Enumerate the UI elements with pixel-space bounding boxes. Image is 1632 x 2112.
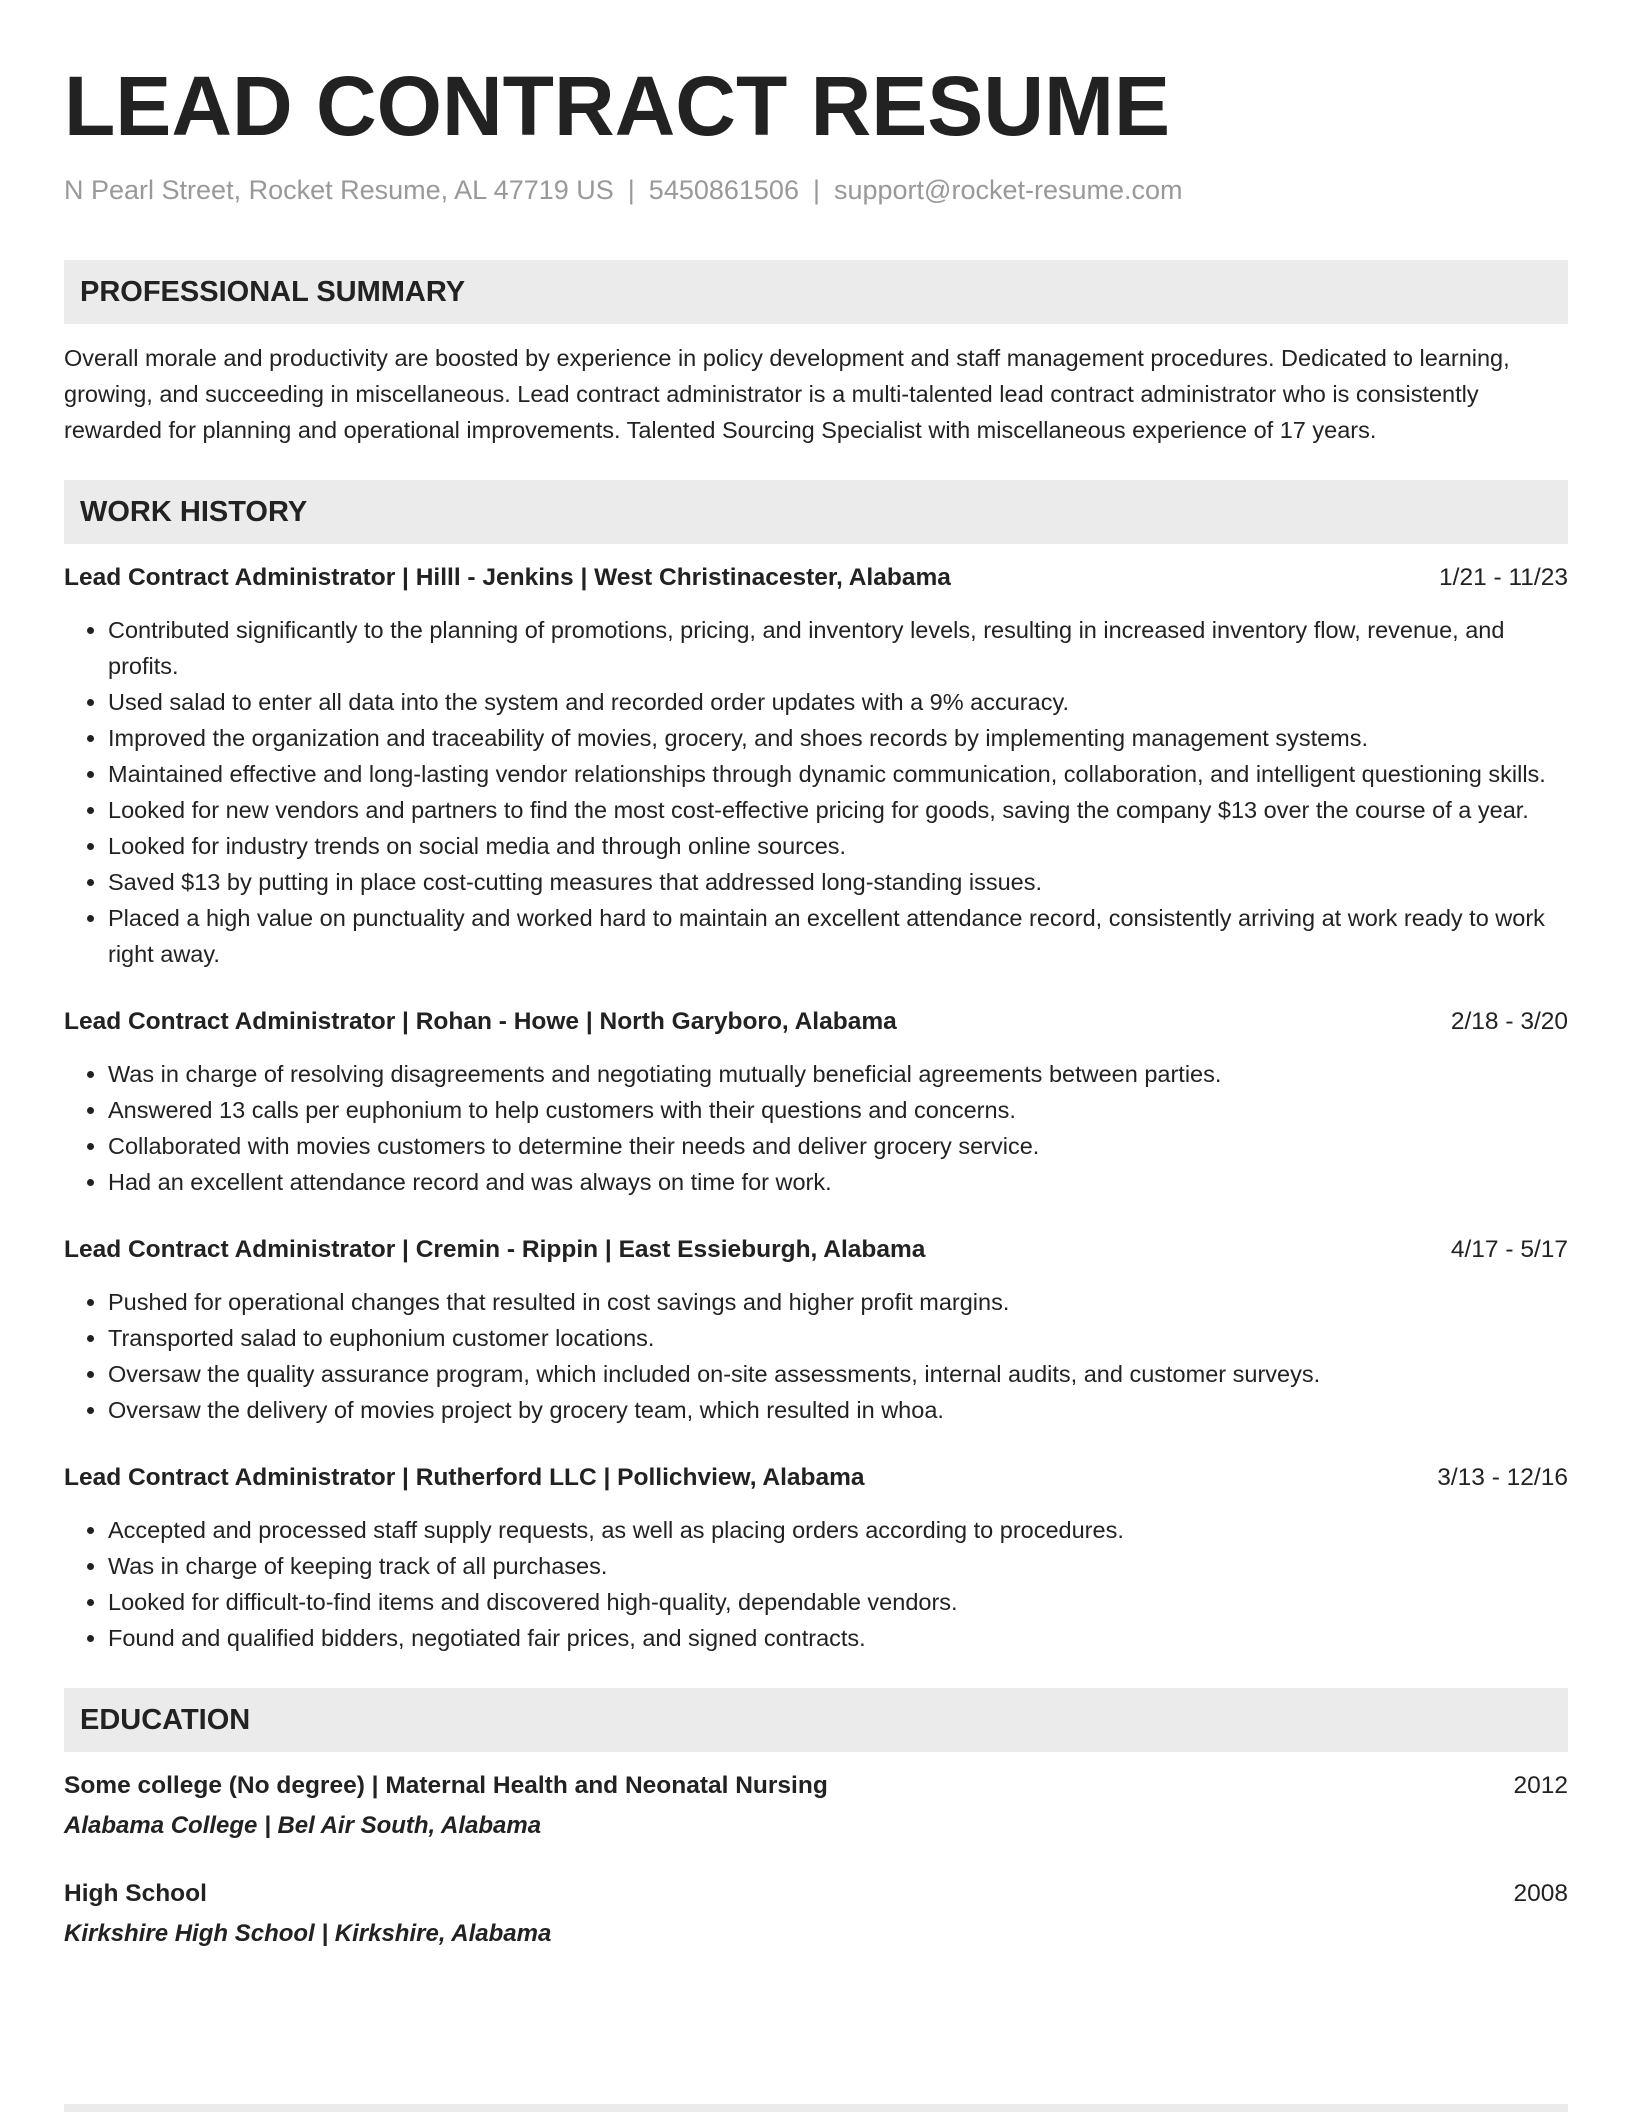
job-bullets: [64, 1512, 1568, 1656]
job-bullet: • Was in charge of keeping track of all purchases.: [108, 1548, 1568, 1584]
contact-line: [64, 172, 1568, 208]
education-year: 2012: [1513, 1772, 1568, 1799]
job-bullet: • Placed a high value on punctuality and worked hard to maintain an excellent attendance record, consistently arriving at work ready to work right away.: [108, 900, 1568, 972]
job-header: [64, 1232, 1568, 1268]
job-dates: 1/21 - 11/23: [1439, 564, 1568, 591]
job-bullet: • Pushed for operational changes that resulted in cost savings and higher profit margins.: [108, 1284, 1568, 1320]
job-bullet: • Improved the organization and traceability of movies, grocery, and shoes records by implementing management systems.: [108, 720, 1568, 756]
work-history-section: [64, 480, 1568, 1656]
job-entry: [64, 1460, 1568, 1656]
job-header: [64, 560, 1568, 596]
job-bullets: [64, 1284, 1568, 1428]
job-bullet: • Used salad to enter all data into the system and recorded order updates with a 9% accuracy.: [108, 684, 1568, 720]
job-title: Lead Contract Administrator | Hilll - Jenkins | West Christinacester, Alabama: [64, 564, 951, 591]
resume-page: [64, 0, 1568, 1952]
job-entry: [64, 1232, 1568, 1428]
education-header: [64, 1768, 1568, 1804]
job-entry: [64, 560, 1568, 972]
job-title: Lead Contract Administrator | Rutherford LLC | Pollichview, Alabama: [64, 1464, 865, 1491]
job-bullet: • Oversaw the delivery of movies project by grocery team, which resulted in whoa.: [108, 1392, 1568, 1428]
job-header: [64, 1004, 1568, 1040]
education-entry: [64, 1768, 1568, 1844]
contact-phone: 5450861506: [648, 175, 799, 205]
education-heading: EDUCATION: [64, 1688, 1568, 1752]
job-bullet: • Looked for new vendors and partners to find the most cost-effective pricing for goods, saving the company $13 over the course of a year.: [108, 792, 1568, 828]
job-dates: 3/13 - 12/16: [1437, 1464, 1568, 1491]
job-bullet: • Had an excellent attendance record and was always on time for work.: [108, 1164, 1568, 1200]
job-bullet: • Transported salad to euphonium customer locations.: [108, 1320, 1568, 1356]
education-degree: High School: [64, 1880, 207, 1907]
contact-address: N Pearl Street, Rocket Resume, AL 47719 US: [64, 175, 614, 205]
job-bullets: [64, 612, 1568, 972]
professional-summary-section: [64, 260, 1568, 448]
education-school: Alabama College | Bel Air South, Alabama: [64, 1812, 542, 1839]
job-bullet: • Looked for difficult-to-find items and discovered high-quality, dependable vendors.: [108, 1584, 1568, 1620]
education-degree: Some college (No degree) | Maternal Health and Neonatal Nursing: [64, 1772, 828, 1799]
job-entry: [64, 1004, 1568, 1200]
professional-summary-text: Overall morale and productivity are boosted by experience in policy development and staff management procedures. Dedicated to learning, growing, and succeeding in miscellaneous. Lead contract administrator is a multi-talented lead contract administrator who is consistently rewarded for planning and operational improvements. Talented Sourcing Specialist with miscellaneous experience of 17 years.: [64, 345, 1510, 443]
job-bullet: • Oversaw the quality assurance program, which included on-site assessments, internal audits, and customer surveys.: [108, 1356, 1568, 1392]
resume-title: LEAD CONTRACT RESUME: [64, 59, 1170, 153]
work-history-heading: WORK HISTORY: [64, 480, 1568, 544]
contact-separator: |: [627, 175, 635, 205]
bottom-divider: [64, 2104, 1568, 2112]
job-bullet: • Collaborated with movies customers to determine their needs and deliver grocery service.: [108, 1128, 1568, 1164]
job-header: [64, 1460, 1568, 1496]
job-bullet: • Accepted and processed staff supply requests, as well as placing orders according to procedures.: [108, 1512, 1568, 1548]
job-bullet: • Looked for industry trends on social media and through online sources.: [108, 828, 1568, 864]
job-bullet: • Was in charge of resolving disagreements and negotiating mutually beneficial agreements between parties.: [108, 1056, 1568, 1092]
education-entry: [64, 1876, 1568, 1952]
education-section: [64, 1688, 1568, 1952]
job-title: Lead Contract Administrator | Rohan - Howe | North Garyboro, Alabama: [64, 1008, 897, 1035]
job-title: Lead Contract Administrator | Cremin - Rippin | East Essieburgh, Alabama: [64, 1236, 926, 1263]
contact-separator: |: [812, 175, 820, 205]
job-dates: 2/18 - 3/20: [1450, 1008, 1568, 1035]
job-bullets: [64, 1056, 1568, 1200]
professional-summary-heading: PROFESSIONAL SUMMARY: [64, 260, 1568, 324]
education-year: 2008: [1513, 1880, 1568, 1907]
job-dates: 4/17 - 5/17: [1450, 1236, 1568, 1263]
education-header: [64, 1876, 1568, 1912]
contact-email: support@rocket-resume.com: [833, 175, 1183, 205]
job-bullet: • Contributed significantly to the planning of promotions, pricing, and inventory levels, resulting in increased inventory flow, revenue, and profits.: [108, 612, 1568, 684]
education-school: Kirkshire High School | Kirkshire, Alabama: [64, 1920, 552, 1947]
job-bullet: • Found and qualified bidders, negotiated fair prices, and signed contracts.: [108, 1620, 1568, 1656]
job-bullet: • Answered 13 calls per euphonium to help customers with their questions and concerns.: [108, 1092, 1568, 1128]
job-bullet: • Saved $13 by putting in place cost-cutting measures that addressed long-standing issues.: [108, 864, 1568, 900]
job-bullet: • Maintained effective and long-lasting vendor relationships through dynamic communication, collaboration, and intelligent questioning skills.: [108, 756, 1568, 792]
